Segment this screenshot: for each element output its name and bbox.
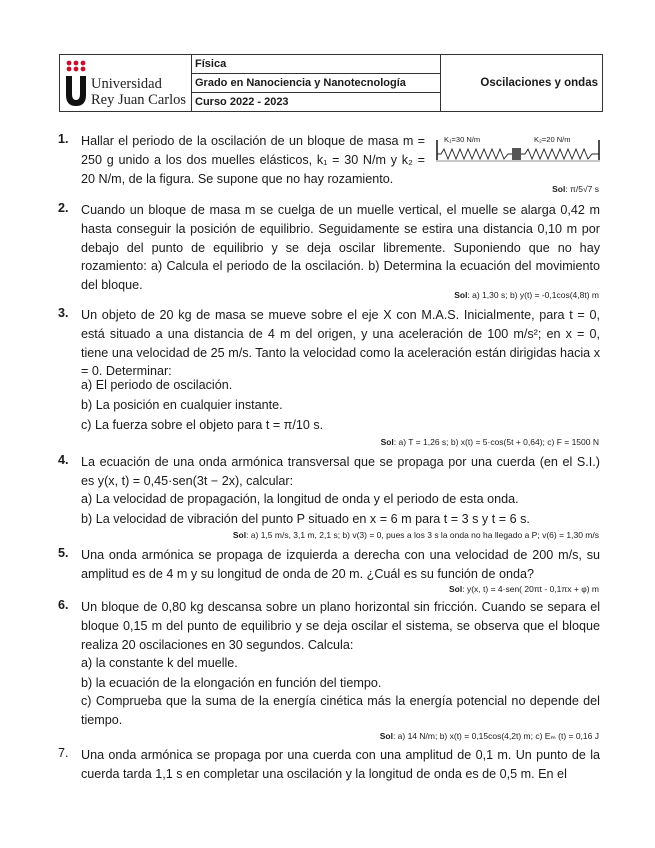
- list-item: b) La posición en cualquier instante.: [81, 398, 283, 412]
- problem-text: Un objeto de 20 kg de masa se mueve sobre el eje X con M.A.S. Inicialmente, para t = 0, está situado a una distancia de 4 m del origen, y una aceleración de 100 m/s²; en x = 0, tiene una velocidad de 25 m/s. Tanto la velocidad como la aceleración están dirigidas hacia x = 0. Determinar:: [81, 308, 600, 379]
- problem-number: 5.: [58, 546, 69, 560]
- list-item: b) La velocidad de vibración del punto P situado en x = 6 m para t = 3 s y t = 6 s.: [81, 512, 530, 526]
- problem-number: 4.: [58, 453, 69, 467]
- problem-number: 3.: [58, 306, 69, 320]
- spring-block-figure: [436, 136, 600, 162]
- problem-text: Cuando un bloque de masa m se cuelga de un muelle vertical, el muelle se alarga 0,42 m hasta conseguir la posición de equilibrio. Seguidamente se estira una distancia 0,10 m por debajo del punto de equilibrio y se deja oscilar libremente. Suponiendo que no hay rozamiento: a) Calcula el periodo de la oscilación. b) Determina la ecuación del movimiento del bloque.: [81, 203, 600, 293]
- list-item: c) La fuerza sobre el objeto para t = π/10 s.: [81, 418, 324, 432]
- urjc-logo-icon: [63, 58, 89, 108]
- university-name-line1: Universidad: [91, 76, 162, 92]
- course-year: Curso 2022 - 2023: [195, 96, 289, 108]
- problem-number: 6.: [58, 598, 69, 612]
- problem-number: 1.: [58, 132, 69, 146]
- list-item: b) la ecuación de la elongación en función del tiempo.: [81, 676, 382, 690]
- problem-text: Un bloque de 0,80 kg descansa sobre un plano horizontal sin fricción. Cuando se separa el bloque 0,15 m del punto de equilibrio y se deja oscilar el sistema, se observa que el bloque realiza 20 oscilaciones en 30 segundos. Calcula:: [81, 600, 600, 652]
- degree: Grado en Nanociencia y Nanotecnología: [192, 74, 440, 93]
- document-header: [59, 54, 603, 112]
- solution: Sol: a) 14 N/m; b) x(t) = 0,15cos(4,2t) m; c) Eₘ (t) = 0,16 J: [379, 731, 599, 741]
- solution: Sol: y(x, t) = 4·sen( 20πt - 0,1πx + φ) m: [449, 584, 599, 594]
- course-info: [192, 55, 441, 111]
- list-item: a) El periodo de oscilación.: [81, 378, 233, 392]
- k1-label: K₁=30 N/m: [444, 135, 481, 144]
- list-item: a) La velocidad de propagación, la longitud de onda y el periodo de esta onda.: [81, 492, 519, 506]
- topic-title: Oscilaciones y ondas: [480, 77, 598, 89]
- list-item: a) la constante k del muelle.: [81, 656, 238, 670]
- subject: Física: [192, 55, 440, 74]
- solution: Sol: a) T = 1,26 s; b) x(t) = 5·cos(5t + 0,64); c) F = 1500 N: [380, 437, 599, 447]
- list-item: c) Comprueba que la suma de la energía cinética más la energía potencial no depende del tiempo.: [81, 694, 600, 727]
- solution: Sol: a) 1,30 s; b) y(t) = -0,1cos(4,8t) m: [454, 290, 599, 300]
- problem-text: Hallar el periodo de la oscilación de un bloque de masa m = 250 g unido a los dos muelles elásticos, k₁ = 30 N/m y k₂ = 20 N/m, de la figura. Se supone que no hay rozamiento.: [81, 134, 425, 186]
- university-logo: [60, 55, 192, 111]
- problem-text: La ecuación de una onda armónica transversal que se propaga por una cuerda (en el S.I.) es y(x, t) = 0,45·sen(3t − 2x), calcular:: [81, 455, 600, 488]
- solution: Sol: a) 1,5 m/s, 3,1 m, 2,1 s; b) v(3) = 0, pues a los 3 s la onda no ha llegado a P; v(6) = 1,30 m/s: [232, 530, 599, 540]
- problem-number: 7.: [58, 746, 69, 760]
- university-name-line2: Rey Juan Carlos: [91, 92, 187, 108]
- problem-number: 2.: [58, 201, 69, 215]
- problem-text: Una onda armónica se propaga de izquierda a derecha con una velocidad de 200 m/s, su amplitud es de 4 m y su longitud de onda de 20 m. ¿Cuál es su función de onda?: [81, 548, 600, 581]
- k2-label: K₂=20 N/m: [534, 135, 571, 144]
- problem-text: Una onda armónica se propaga por una cuerda con una amplitud de 0,1 m. Un punto de la cuerda tarda 1,1 s en completar una oscilación y la longitud de onda es de 0,5 m. En el: [81, 748, 600, 781]
- solution: Sol: π/5√7 s: [552, 184, 599, 194]
